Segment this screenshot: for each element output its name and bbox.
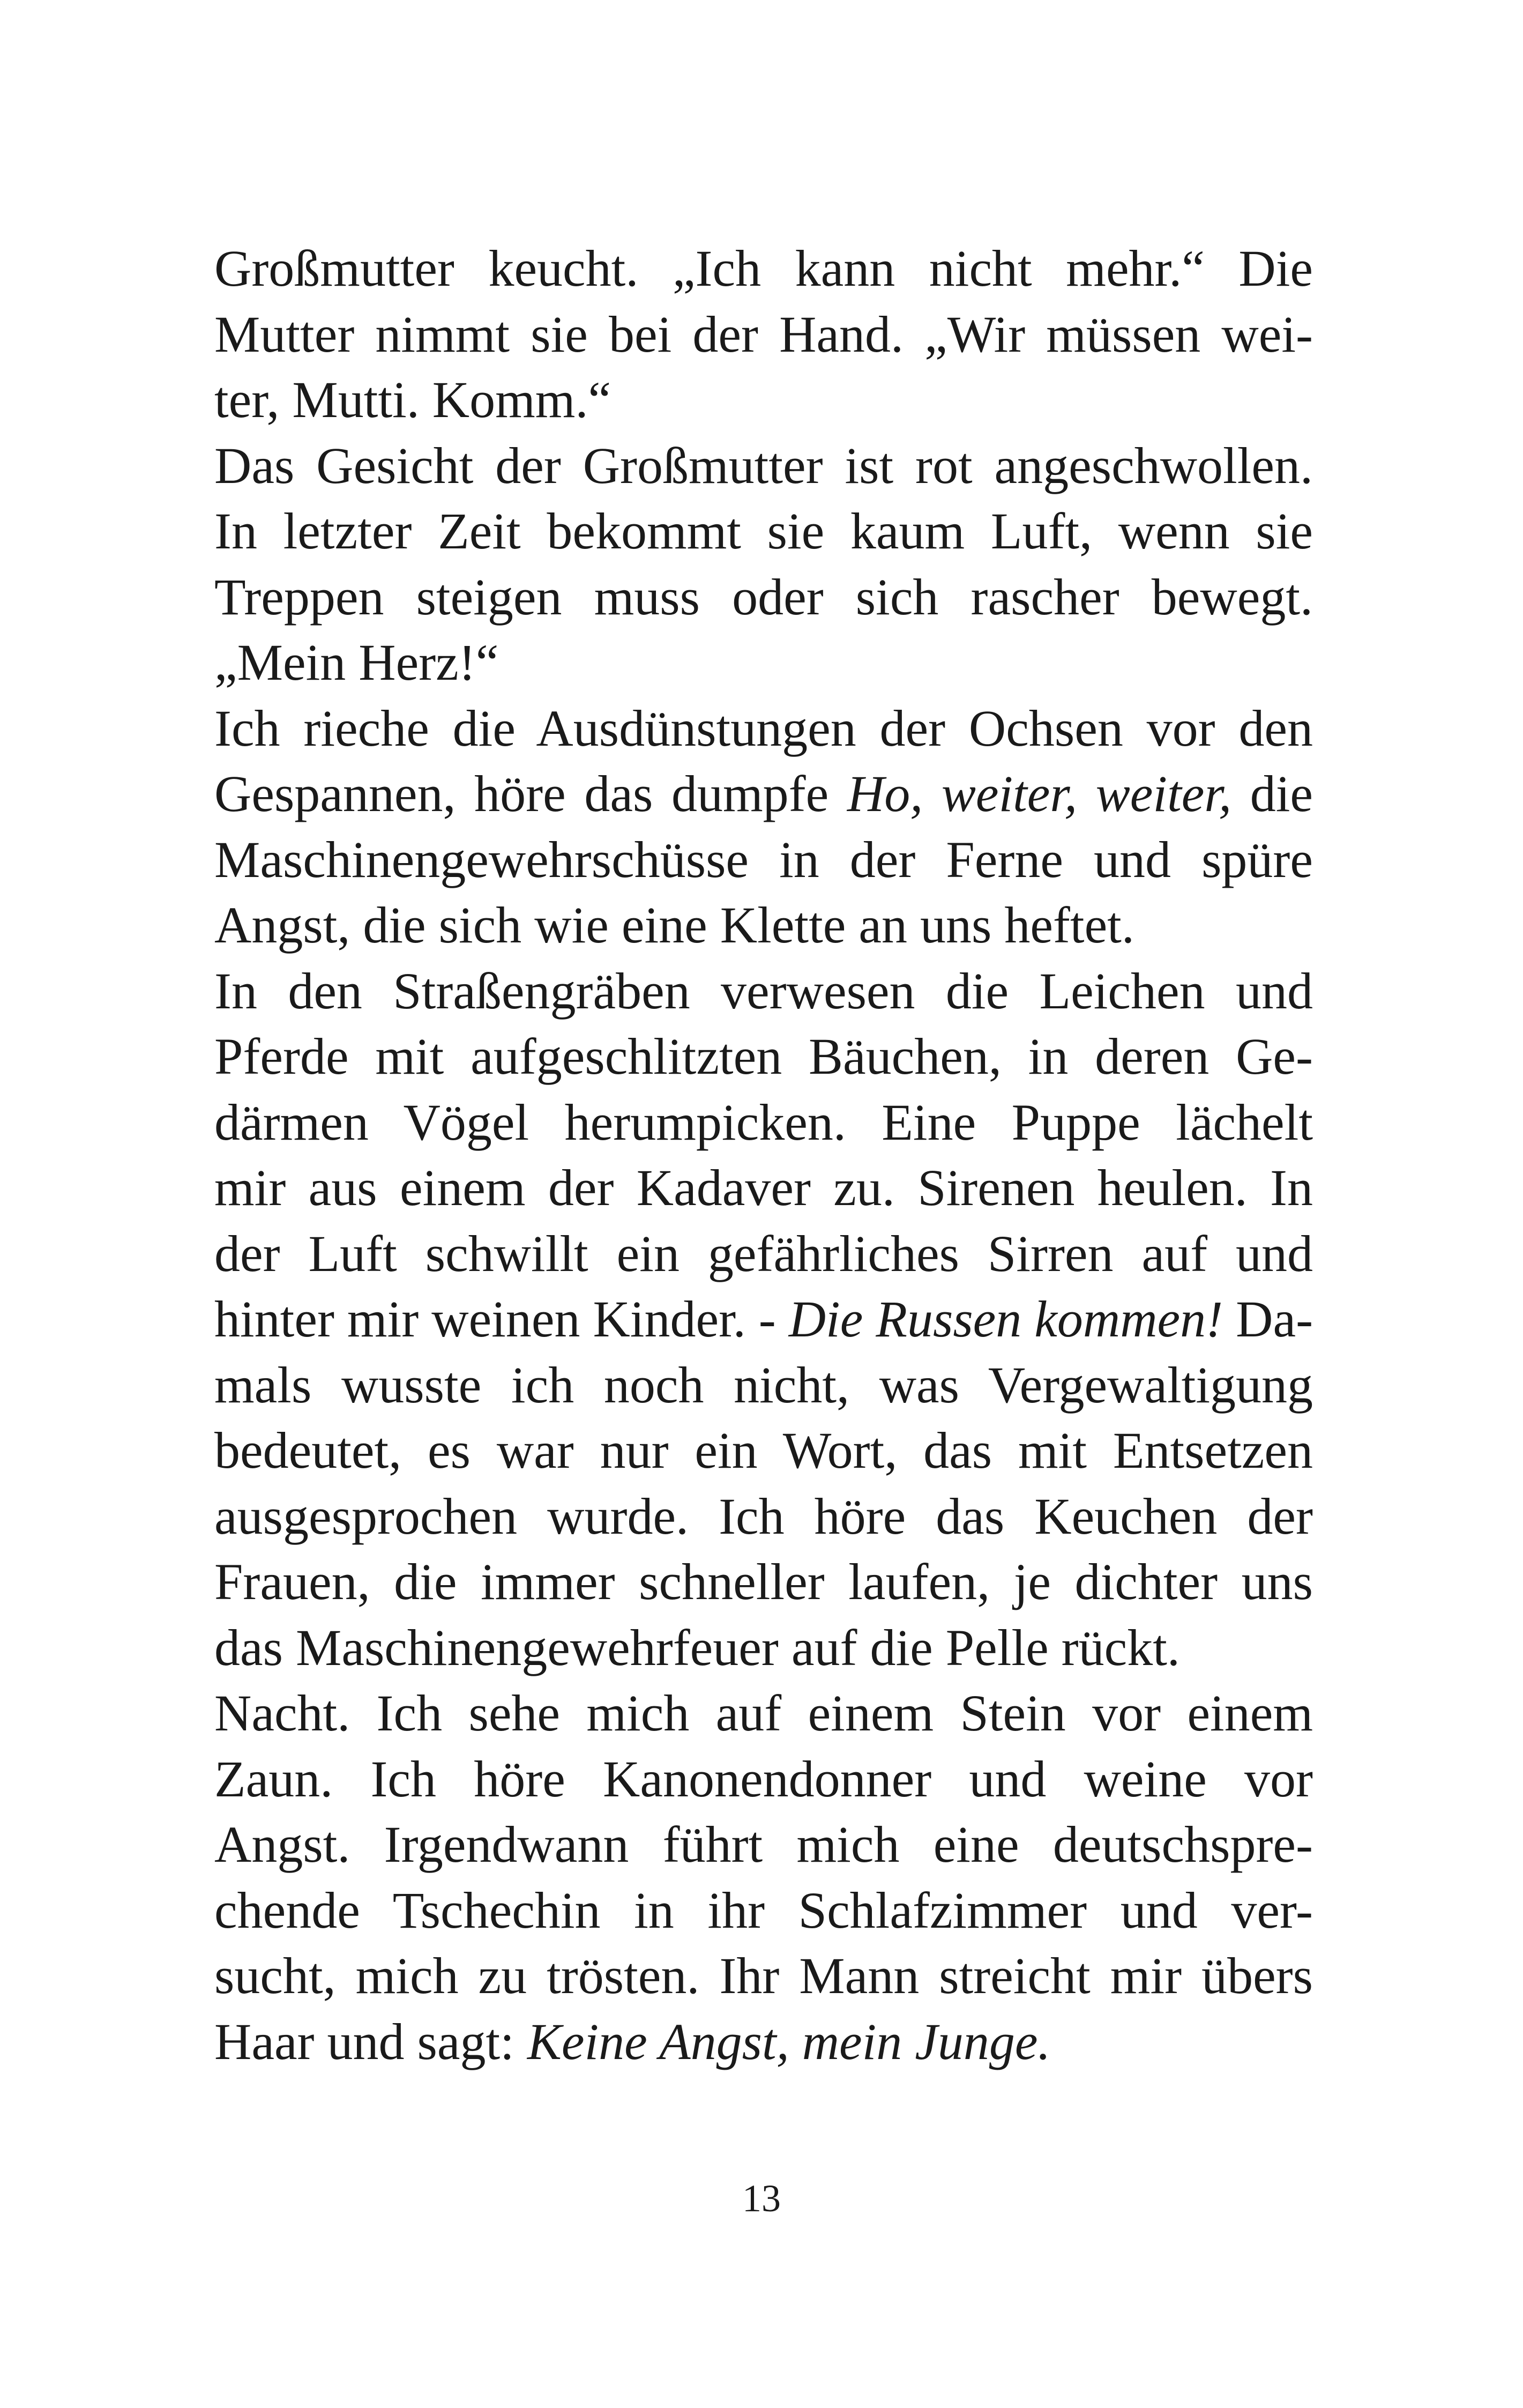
text-line [214, 958, 1313, 1024]
body-text [214, 236, 1313, 2075]
text-run: Ich rieche die Ausdünstungen der Ochsen vor den [214, 699, 1313, 757]
text-line [214, 499, 1313, 564]
text-run: Zaun. Ich höre Kanonendonner und weine vor [214, 1750, 1313, 1808]
text-run: In den Straßengräben verwesen die Leichen und [214, 962, 1313, 1020]
text-line [214, 367, 1313, 433]
text-line [214, 1549, 1313, 1615]
text-line [214, 630, 1313, 696]
text-run: bedeutet, es war nur ein Wort, das mit Entsetzen [214, 1422, 1313, 1479]
text-line [214, 2009, 1313, 2075]
text-line [214, 1878, 1313, 1944]
text-line [214, 1287, 1313, 1352]
text-line [214, 564, 1313, 630]
text-run: Angst, die sich wie eine Klette an uns heftet. [214, 896, 1134, 954]
text-line [214, 1155, 1313, 1221]
text-run: Das Gesicht der Großmutter ist rot angeschwollen. [214, 436, 1313, 494]
text-run: mals wusste ich noch nicht, was Vergewaltigung [214, 1356, 1313, 1414]
text-line [214, 1024, 1313, 1090]
text-line [214, 1615, 1313, 1681]
text-run: Haar und sagt: [214, 2012, 527, 2070]
text-line [214, 827, 1313, 893]
text-run: Gespannen, höre das dumpfe [214, 765, 847, 822]
text-line [214, 1221, 1313, 1287]
text-line [214, 1812, 1313, 1878]
text-run: mir aus einem der Kadaver zu. Sirenen heulen. In [214, 1159, 1313, 1216]
text-line [214, 1352, 1313, 1418]
text-run: chende Tschechin in ihr Schlafzimmer und ver- [214, 1881, 1313, 1939]
text-run: Großmutter keucht. „Ich kann nicht mehr.“ Die [214, 240, 1313, 297]
text-line [214, 433, 1313, 499]
text-line [214, 1090, 1313, 1156]
text-run: Frauen, die immer schneller laufen, je dichter uns [214, 1553, 1313, 1610]
italic-text: Die Russen kommen! [788, 1290, 1223, 1348]
text-run: In letzter Zeit bekommt sie kaum Luft, wenn sie [214, 502, 1313, 560]
text-line [214, 696, 1313, 762]
text-line [214, 1681, 1313, 1746]
text-run: die [1231, 765, 1313, 822]
text-run: das Maschinengewehrfeuer auf die Pelle rückt. [214, 1618, 1180, 1676]
text-line [214, 1484, 1313, 1550]
italic-text: Ho, weiter, weiter, [847, 765, 1232, 822]
text-run: ausgesprochen wurde. Ich höre das Keuchen der [214, 1487, 1313, 1545]
text-line [214, 1418, 1313, 1484]
text-line [214, 761, 1313, 827]
text-line [214, 893, 1313, 958]
text-run: Da- [1223, 1290, 1313, 1348]
italic-text: Keine Angst, mein Junge. [527, 2012, 1051, 2070]
text-run: Nacht. Ich sehe mich auf einem Stein vor einem [214, 1684, 1313, 1742]
text-line [214, 236, 1313, 302]
page-number: 13 [742, 2177, 781, 2220]
text-run: hinter mir weinen Kinder. - [214, 1290, 789, 1348]
text-line [214, 302, 1313, 368]
text-run: Treppen steigen muss oder sich rascher bewegt. [214, 568, 1313, 626]
text-line [214, 1746, 1313, 1812]
text-run: sucht, mich zu trösten. Ihr Mann streicht mir übers [214, 1947, 1313, 2004]
text-run: Mutter nimmt sie bei der Hand. „Wir müssen wei- [214, 305, 1313, 363]
text-run: ter, Mutti. Komm.“ [214, 371, 611, 428]
text-run: därmen Vögel herumpicken. Eine Puppe lächelt [214, 1093, 1313, 1151]
text-run: „Mein Herz!“ [214, 634, 499, 691]
text-run: Maschinengewehrschüsse in der Ferne und spüre [214, 830, 1313, 888]
text-run: Angst. Irgendwann führt mich eine deutschspre- [214, 1816, 1313, 1873]
text-line [214, 1943, 1313, 2009]
text-run: Pferde mit aufgeschlitzten Bäuchen, in deren Ge- [214, 1028, 1313, 1085]
text-run: der Luft schwillt ein gefährliches Sirren auf und [214, 1224, 1313, 1282]
